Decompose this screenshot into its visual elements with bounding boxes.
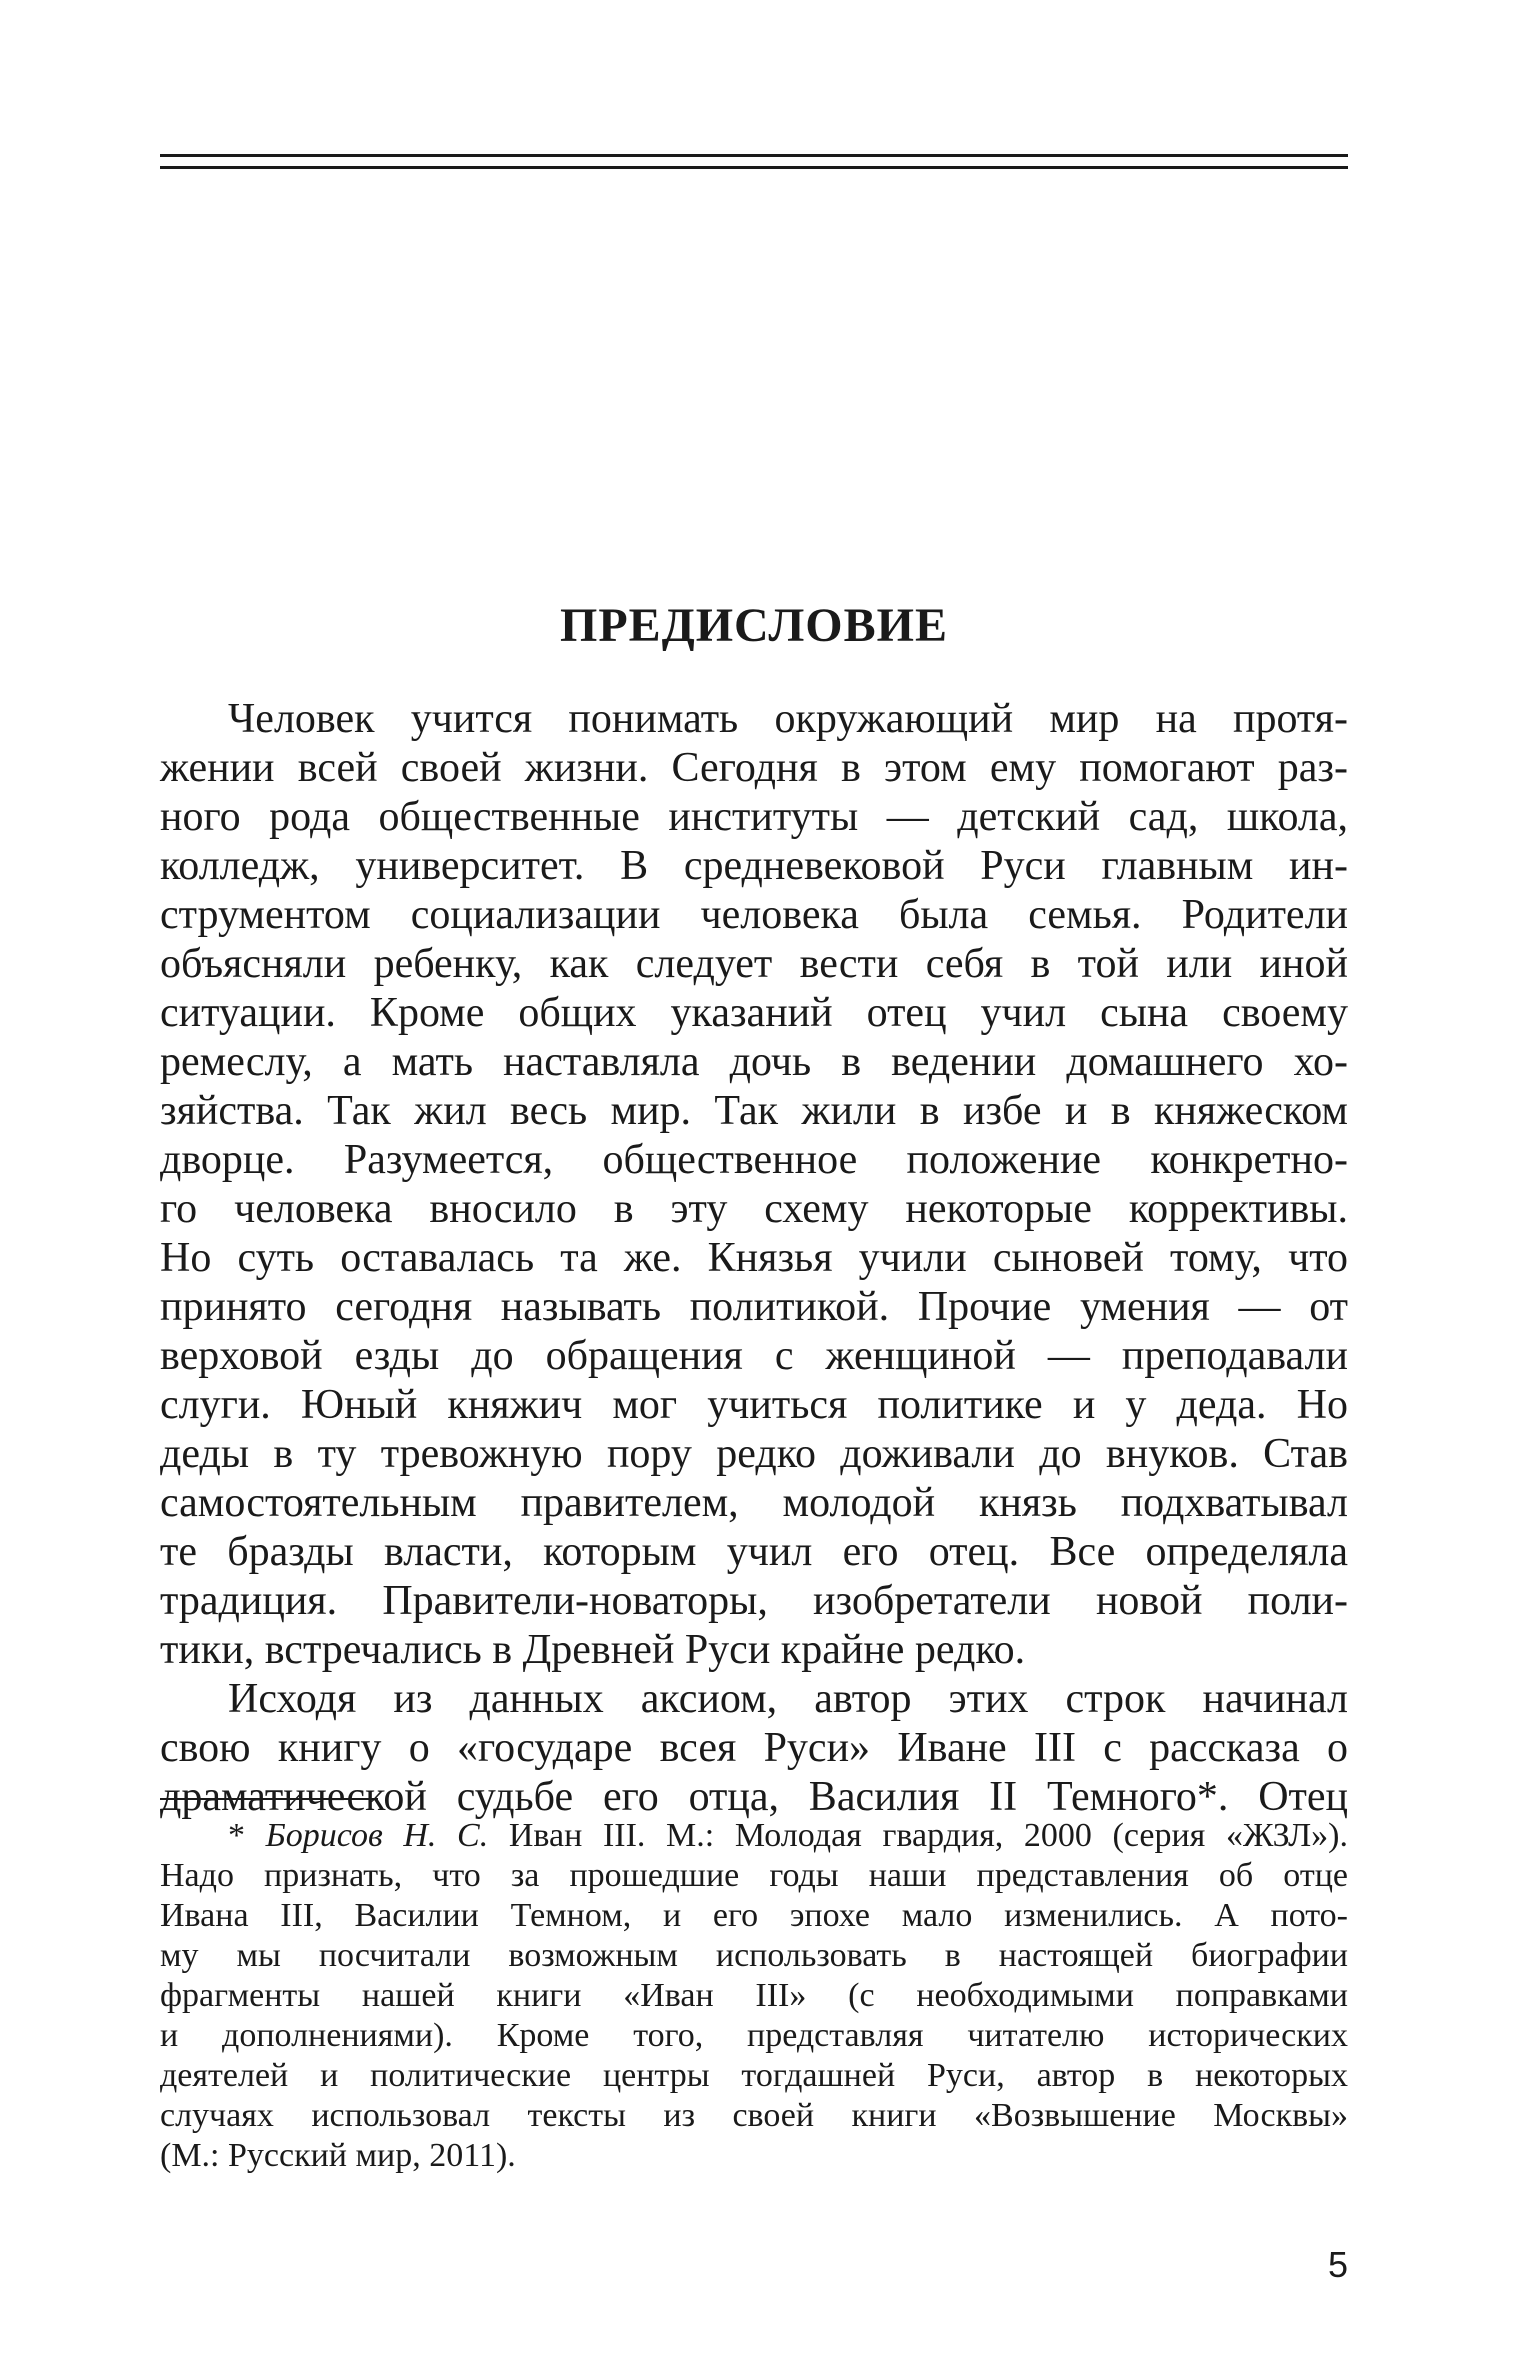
footnote-line: му мы посчитали возможным использовать в настоящей биографии [160,1937,1348,1974]
body-line: зяйства. Так жил весь мир. Так жили в избе и в княжеском [160,1088,1348,1134]
footnote-line: случаях использовал тексты из своей книги «Возвышение Москвы» [160,2097,1348,2134]
body-line: Но суть оставалась та же. Князья учили сыновей тому, что [160,1235,1348,1281]
body-line: принято сегодня называть политикой. Прочие умения — от [160,1284,1348,1330]
body-line: слуги. Юный княжич мог учиться политике и у деда. Но [160,1382,1348,1428]
body-line: самостоятельным правителем, молодой князь подхватывал [160,1480,1348,1526]
footnote-line: (М.: Русский мир, 2011). [160,2137,516,2174]
footnote-line: Надо признать, что за прошедшие годы наши представления об отце [160,1857,1348,1894]
footnote-author: Борисов Н. С. [265,1817,489,1854]
footnote-line [160,1816,1348,1856]
footnote-separator [160,1798,378,1800]
body-line: дворце. Разумеется, общественное положение конкретно- [160,1137,1348,1183]
body-line: те бразды власти, которым учил его отец. Все определяла [160,1529,1348,1575]
body-line: драматической судьбе его отца, Василия II Темного*. Отец [160,1774,1348,1820]
body-line: тики, встречались в Древней Руси крайне редко. [160,1627,1026,1673]
body-line: колледж, университет. В средневековой Руси главным ин- [160,843,1348,889]
footnote-citation: Иван III. М.: Молодая гвардия, 2000 (серия «ЖЗЛ»). [488,1817,1348,1854]
body-line: ного рода общественные институты — детский сад, школа, [160,794,1348,840]
body-line: ремеслу, а мать наставляла дочь в ведении домашнего хо- [160,1039,1348,1085]
footnote-line: фрагменты нашей книги «Иван III» (с необходимыми поправками [160,1977,1348,2014]
body-line: жении всей своей жизни. Сегодня в этом ему помогают раз- [160,745,1348,791]
body-line: свою книгу о «государе всея Руси» Иване III с рассказа о [160,1725,1348,1771]
page-title: ПРЕДИСЛОВИЕ [560,599,948,652]
body-line: Исходя из данных аксиом, автор этих строк начинал [228,1676,1348,1722]
page-number: 5 [1327,2244,1348,2285]
footnote-line: и дополнениями). Кроме того, представляя читателю исторических [160,2017,1348,2054]
body-line: ситуации. Кроме общих указаний отец учил сына своему [160,990,1348,1036]
footnote-line: деятелей и политические центры тогдашней Руси, автор в некоторых [160,2057,1348,2094]
footnote [160,1816,1348,2176]
header-rule-top [160,154,1348,157]
body-line: струментом социализации человека была семья. Родители [160,892,1348,938]
body-text [160,695,1348,1822]
footnote-marker: * [228,1817,266,1854]
body-line: деды в ту тревожную пору редко доживали до внуков. Став [160,1431,1348,1477]
body-line: традиция. Правители-новаторы, изобретатели новой поли- [160,1578,1348,1624]
body-line: Человек учится понимать окружающий мир на протя- [228,696,1348,742]
header-rule-bottom [160,166,1348,169]
footnote-line: Ивана III, Василии Темном, и его эпохе мало изменились. А пото- [160,1897,1348,1934]
body-line: объясняли ребенку, как следует вести себя в той или иной [160,941,1348,987]
body-line: го человека вносило в эту схему некоторые коррективы. [160,1186,1348,1232]
body-line: верховой езды до обращения с женщиной — преподавали [160,1333,1348,1379]
